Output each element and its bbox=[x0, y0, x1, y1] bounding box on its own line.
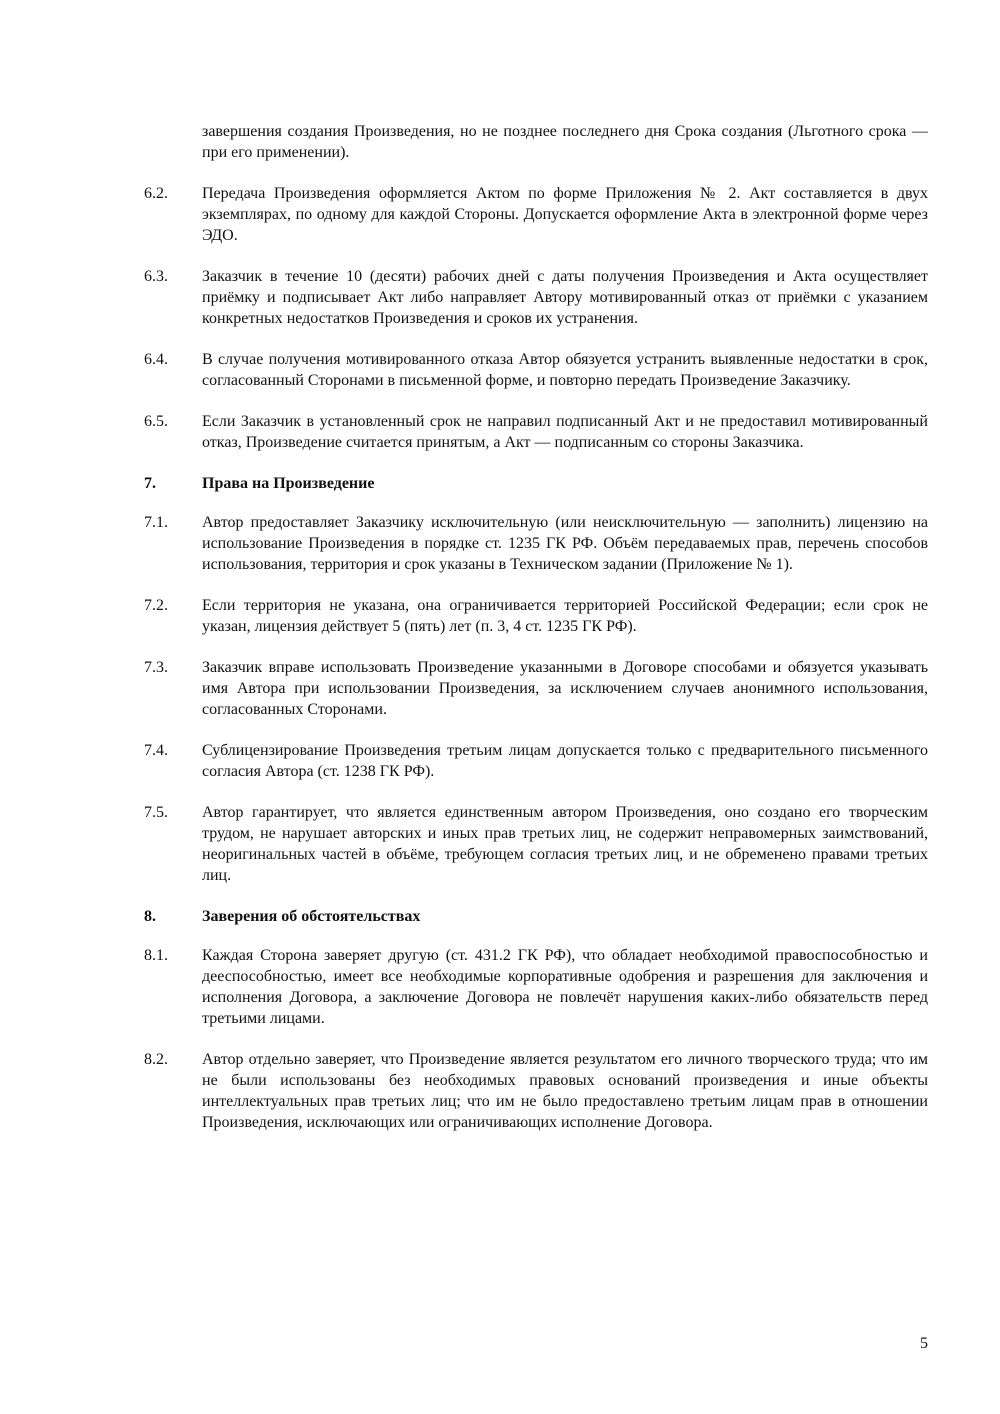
clause-6-3 bbox=[144, 266, 928, 329]
clause-number: 8.2. bbox=[144, 1051, 168, 1068]
clause-7-1 bbox=[144, 512, 928, 575]
clause-8-2 bbox=[144, 1049, 928, 1133]
clause-6-2 bbox=[144, 183, 928, 246]
clause-number: 6.4. bbox=[144, 351, 168, 368]
clause-number: 6.3. bbox=[144, 268, 168, 285]
clause-number: 7.2. bbox=[144, 597, 168, 614]
clause-text: Сублицензирование Произведения третьим лицам допускается только с предварительного письменного согласия Автора (ст. 1238 ГК РФ). bbox=[202, 742, 928, 780]
clause-7-5 bbox=[144, 802, 928, 886]
clause-6-5 bbox=[144, 411, 928, 453]
clause-8-1 bbox=[144, 945, 928, 1029]
clause-text: Автор отдельно заверяет, что Произведение является результатом его личного творческого труда; что им не были использованы без необходимых правовых оснований произведения и иные объекты интеллектуальных прав третьих лиц; что им не было предоставлено третьим лицам прав в отношении Произведения, исключающих или ограничивающих исполнение Договора. bbox=[202, 1051, 928, 1131]
clause-text: Автор гарантирует, что является единственным автором Произведения, оно создано его творческим трудом, не нарушает авторских и иных прав третьих лиц, не содержит неправомерных заимствований, неоригинальных частей в объёме, требующем согласия третьих лиц, и не обременено правами третьих лиц. bbox=[202, 804, 928, 884]
clause-text: Передача Произведения оформляется Актом по форме Приложения № 2. Акт составляется в двух экземплярах, по одному для каждой Стороны. Допускается оформление Акта в электронной форме через ЭДО. bbox=[202, 185, 928, 244]
page-content bbox=[144, 121, 928, 1153]
clause-text: В случае получения мотивированного отказа Автор обязуется устранить выявленные недостатки в срок, согласованный Сторонами в письменной форме, и повторно передать Произведение Заказчику. bbox=[202, 351, 928, 389]
continuation-paragraph: завершения создания Произведения, но не позднее последнего дня Срока создания (Льготного срока — при его применении). bbox=[202, 123, 928, 161]
section-number: 7. bbox=[144, 475, 156, 492]
clause-7-3 bbox=[144, 657, 928, 720]
section-8-heading bbox=[144, 906, 928, 927]
clause-text: Автор предоставляет Заказчику исключительную (или неисключительную — заполнить) лицензию на использование Произведения в порядке ст. 1235 ГК РФ. Объём передаваемых прав, перечень способов использования, территория и срок указаны в Техническом задании (Приложение № 1). bbox=[202, 514, 928, 573]
clause-text: Каждая Сторона заверяет другую (ст. 431.2 ГК РФ), что обладает необходимой правоспособностью и дееспособностью, имеет все необходимые корпоративные одобрения и разрешения для заключения и исполнения Договора, а заключение Договора не повлечёт нарушения каких-либо обязательств перед третьими лицами. bbox=[202, 947, 928, 1027]
clause-7-2 bbox=[144, 595, 928, 637]
clause-number: 6.2. bbox=[144, 185, 168, 202]
clause-text: Если Заказчик в установленный срок не направил подписанный Акт и не предоставил мотивированный отказ, Произведение считается принятым, а Акт — подписанным со стороны Заказчика. bbox=[202, 413, 928, 451]
section-title: Права на Произведение bbox=[202, 475, 375, 492]
clause-text: Заказчик вправе использовать Произведение указанными в Договоре способами и обязуется указывать имя Автора при использовании Произведения, за исключением случаев анонимного использования, согласованных Сторонами. bbox=[202, 659, 928, 718]
clause-text: Если территория не указана, она ограничивается территорией Российской Федерации; если срок не указан, лицензия действует 5 (пять) лет (п. 3, 4 ст. 1235 ГК РФ). bbox=[202, 597, 928, 635]
page-number: 5 bbox=[920, 1335, 928, 1352]
clause-number: 7.3. bbox=[144, 659, 168, 676]
clause-number: 7.5. bbox=[144, 804, 168, 821]
section-number: 8. bbox=[144, 908, 156, 925]
section-7-heading bbox=[144, 473, 928, 494]
clause-6-4 bbox=[144, 349, 928, 391]
clause-number: 6.5. bbox=[144, 413, 168, 430]
clause-number: 7.4. bbox=[144, 742, 168, 759]
clause-text: Заказчик в течение 10 (десяти) рабочих дней с даты получения Произведения и Акта осуществляет приёмку и подписывает Акт либо направляет Автору мотивированный отказ от приёмки с указанием конкретных недостатков Произведения и сроков их устранения. bbox=[202, 268, 928, 327]
clause-7-4 bbox=[144, 740, 928, 782]
clause-number: 7.1. bbox=[144, 514, 168, 531]
section-title: Заверения об обстоятельствах bbox=[202, 908, 421, 925]
clause-number: 8.1. bbox=[144, 947, 168, 964]
